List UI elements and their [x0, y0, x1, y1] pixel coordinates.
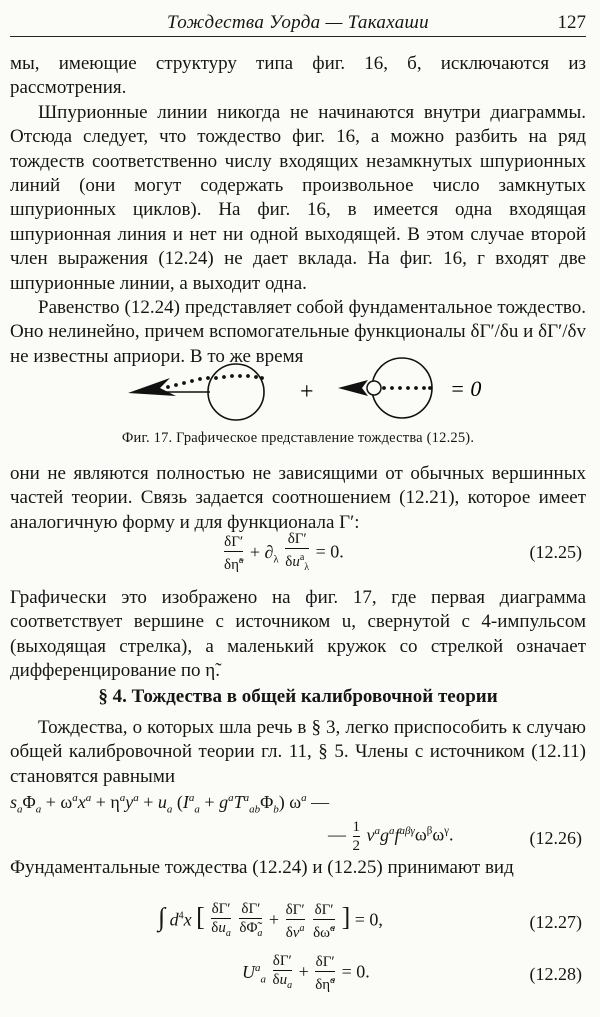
dotted-line: [166, 374, 264, 389]
paragraph: Равенство (12.24) представляет собой фундаментальное тождество. Оно нелинейно, причем вспомогательные функционалы δΓ′/δu и δΓ′/δv не известны априори. В то же время: [10, 297, 586, 367]
equation-12-26: $s_a\Phi_a + \omega^ax^a + \eta^ay^a + u_a$ $(I^a_a + g^aT^a_{ab}\Phi_b)$ $\omega^a$ — — $\frac{1}{2}$ $v^ag^af^{a\beta\gamma}\omega^\beta\omega^\gamma$. (12.26): [10, 792, 582, 854]
equation-number: (12.26): [529, 828, 582, 848]
equals-zero: = 0: [450, 376, 482, 401]
running-title: Тождества Уорда — Такахаши: [167, 12, 429, 33]
body-text-before-27: [10, 856, 586, 880]
equation-number: (12.25): [529, 542, 582, 562]
figure-caption: Фиг. 17. Графическое представление тождества (12.25).: [121, 430, 475, 446]
equation-12-27: ∫ $d^4x$ [ $\frac{\delta\Gamma'}{\delta u_a}$ $\frac{\delta\Gamma'}{\delta\Phĩ_a}$ + $\frac{\delta\Gamma'}{\delta v^a}$ $\frac{\delta\Gamma'}{\delta\omegã^a}$ ] = 0, (12.27): [158, 901, 582, 941]
equation-12-25: $\frac{\delta\Gamma'}{\delta\etã^a}$ + $\partial_\lambda$ $\frac{\delta\Gamma'}{\delta u^a_\lambda}$ = 0. (12.25): [224, 531, 582, 573]
paragraph: Тождества, о которых шла речь в § 3, легко приспособить к случаю общей калибровочной теории гл. 11, § 5. Члены с источником (12.11) становятся равными: [10, 717, 586, 787]
dotted-line-2: [382, 386, 432, 390]
running-header: [10, 10, 586, 37]
figure-17-diagram: [10, 352, 586, 432]
arrow-icon: [338, 380, 368, 396]
plus-sign: +: [300, 379, 314, 405]
equation-number: (12.27): [529, 912, 582, 932]
body-text-top: [10, 52, 586, 369]
page-number: 127: [557, 12, 586, 33]
body-text-after-eq: [10, 586, 586, 684]
paragraph: Шпурионные линии никогда не начинаются внутри диаграммы. Отсюда следует, что тождество фиг. 16, а можно разбить на ряд тождеств соответственно числу входящих незамкнутых шпурионных линий (они могут содержать произвольное число замкнутых шпурионных циклов). На фиг. 16, в имеется одна входящая шпурионная линия и нет ни одной выходящей. В этом случае второй член выражения (12.24) не дает вклада. На фиг. 16, г входят две шпурионные линии, а выходит одна.: [10, 101, 586, 294]
paragraph: Фундаментальные тождества (12.24) и (12.25) принимают вид: [10, 857, 514, 878]
body-text-mid: [10, 462, 586, 535]
small-derivative-circle: [367, 381, 381, 395]
paragraph: они не являются полностью не зависящими от обычных вершинных частей теории. Связь задается соотношением (12.21), которое имеет аналогичную форму и для функционала Γ′:: [10, 463, 586, 533]
equation-number: (12.28): [529, 964, 582, 984]
paragraph: Графически это изображено на фиг. 17, где первая диаграмма соответствует вершине с источником u, свернутой с 4-импульсом (выходящая стрелка), а маленький кружок со стрелкой означает дифференцирование по η̃.: [10, 587, 586, 682]
section-heading: § 4. Тождества в общей калибровочной теории: [98, 686, 498, 707]
vertex-circle: [208, 364, 264, 420]
equation-12-28: $U^a_a$ $\frac{\delta\Gamma'}{\delta u_a}$ + $\frac{\delta\Gamma'}{\delta\etã^a}$ = 0. (12.28): [242, 953, 582, 993]
body-text-section: [10, 716, 586, 789]
paragraph: мы, имеющие структуру типа фиг. 16, б, исключаются из рассмотрения.: [10, 53, 586, 99]
